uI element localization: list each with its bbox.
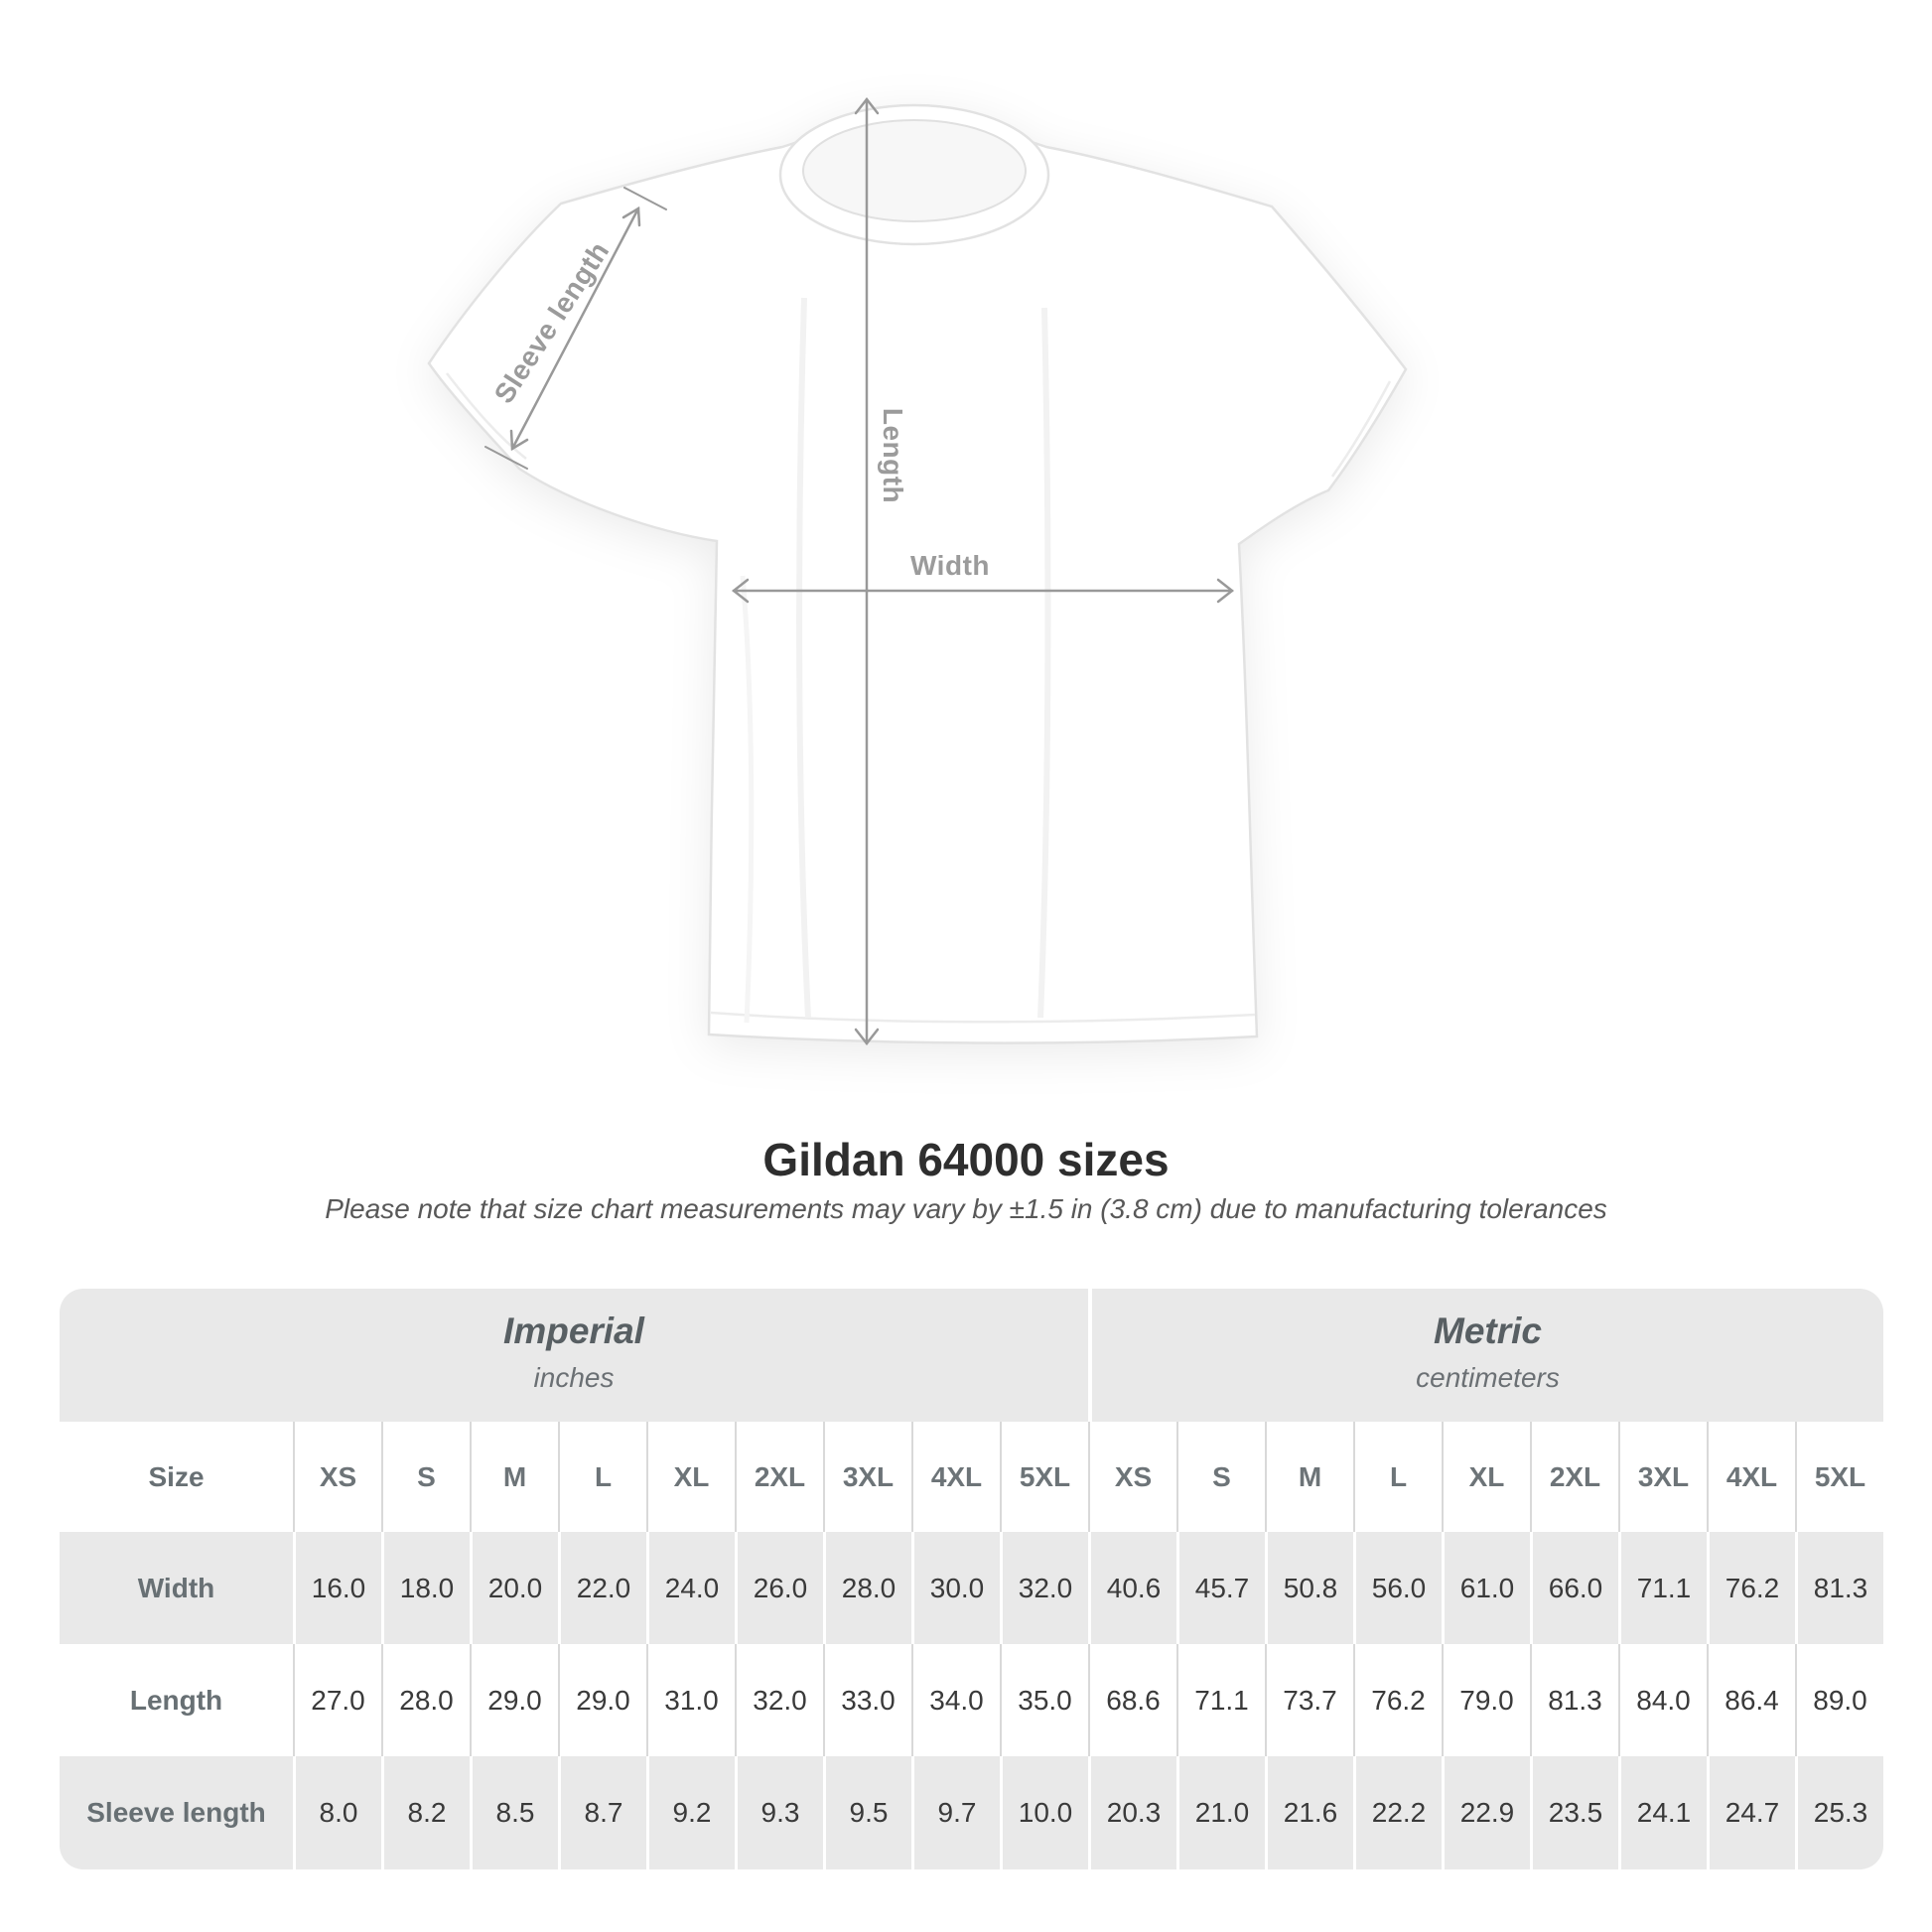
measurement-value-cell: 10.0 <box>1000 1756 1088 1869</box>
measurement-value-cell: 22.9 <box>1442 1756 1530 1869</box>
measurement-value-cell: 21.6 <box>1265 1756 1353 1869</box>
unit-sublabel: centimeters <box>1416 1362 1560 1393</box>
width-label: Width <box>910 550 990 581</box>
size-header-cell: S <box>1176 1422 1265 1532</box>
unit-name: Metric <box>1434 1311 1542 1351</box>
unit-group-header-metric <box>1088 1289 1883 1422</box>
size-header-cell: M <box>470 1422 558 1532</box>
measurement-row-label: Sleeve length <box>60 1756 293 1869</box>
measurement-value-cell: 28.0 <box>381 1644 470 1756</box>
measurement-value-cell: 16.0 <box>293 1532 381 1644</box>
measurement-value-cell: 26.0 <box>735 1532 823 1644</box>
size-header-cell: S <box>381 1422 470 1532</box>
measurement-row-label: Width <box>60 1532 293 1644</box>
measurement-value-cell: 20.0 <box>470 1532 558 1644</box>
collar-inner <box>803 120 1026 221</box>
measurement-value-cell: 86.4 <box>1707 1644 1795 1756</box>
measurement-value-cell: 32.0 <box>1000 1532 1088 1644</box>
measurement-value-cell: 73.7 <box>1265 1644 1353 1756</box>
measurement-value-cell: 29.0 <box>558 1644 646 1756</box>
measurement-value-cell: 18.0 <box>381 1532 470 1644</box>
measurement-value-cell: 24.1 <box>1618 1756 1707 1869</box>
measurement-value-cell: 8.5 <box>470 1756 558 1869</box>
measurement-value-cell: 34.0 <box>911 1644 1000 1756</box>
length-label: Length <box>878 407 908 504</box>
measurement-value-cell: 81.3 <box>1795 1532 1883 1644</box>
size-header-cell: 2XL <box>735 1422 823 1532</box>
size-header-cell: XL <box>646 1422 735 1532</box>
measurement-value-cell: 71.1 <box>1618 1532 1707 1644</box>
size-corner-header: Size <box>60 1422 293 1532</box>
page-title: Gildan 64000 sizes <box>762 1134 1170 1185</box>
measurement-value-cell: 29.0 <box>470 1644 558 1756</box>
measurement-value-cell: 66.0 <box>1530 1532 1618 1644</box>
measurement-value-cell: 9.7 <box>911 1756 1000 1869</box>
size-table <box>60 1289 1883 1869</box>
measurement-value-cell: 22.0 <box>558 1532 646 1644</box>
tolerance-note: Please note that size chart measurements may vary by ±1.5 in (3.8 cm) due to manufacturing tolerances <box>325 1193 1607 1224</box>
size-header-cell: XS <box>1088 1422 1176 1532</box>
size-header-cell: 5XL <box>1000 1422 1088 1532</box>
measurement-value-cell: 79.0 <box>1442 1644 1530 1756</box>
measurement-value-cell: 24.0 <box>646 1532 735 1644</box>
measurement-value-cell: 9.3 <box>735 1756 823 1869</box>
measurement-value-cell: 22.2 <box>1353 1756 1442 1869</box>
measurement-value-cell: 35.0 <box>1000 1644 1088 1756</box>
size-header-cell: L <box>558 1422 646 1532</box>
measurement-row-label: Length <box>60 1644 293 1756</box>
measurement-value-cell: 25.3 <box>1795 1756 1883 1869</box>
size-header-cell: 2XL <box>1530 1422 1618 1532</box>
size-header-cell: XS <box>293 1422 381 1532</box>
measurement-value-cell: 76.2 <box>1707 1532 1795 1644</box>
measurement-value-cell: 61.0 <box>1442 1532 1530 1644</box>
measurement-value-cell: 27.0 <box>293 1644 381 1756</box>
measurement-value-cell: 9.5 <box>823 1756 911 1869</box>
measurement-value-cell: 8.7 <box>558 1756 646 1869</box>
measurement-value-cell: 20.3 <box>1088 1756 1176 1869</box>
size-header-cell: 3XL <box>823 1422 911 1532</box>
measurement-value-cell: 56.0 <box>1353 1532 1442 1644</box>
unit-name: Imperial <box>503 1311 644 1351</box>
measurement-value-cell: 24.7 <box>1707 1756 1795 1869</box>
size-header-cell: 5XL <box>1795 1422 1883 1532</box>
measurement-value-cell: 40.6 <box>1088 1532 1176 1644</box>
size-header-cell: L <box>1353 1422 1442 1532</box>
measurement-value-cell: 9.2 <box>646 1756 735 1869</box>
measurement-value-cell: 21.0 <box>1176 1756 1265 1869</box>
measurement-value-cell: 8.0 <box>293 1756 381 1869</box>
measurement-value-cell: 71.1 <box>1176 1644 1265 1756</box>
unit-sublabel: inches <box>533 1362 615 1393</box>
size-header-cell: M <box>1265 1422 1353 1532</box>
measurement-value-cell: 76.2 <box>1353 1644 1442 1756</box>
size-header-cell: 3XL <box>1618 1422 1707 1532</box>
measurement-value-cell: 28.0 <box>823 1532 911 1644</box>
measurement-value-cell: 45.7 <box>1176 1532 1265 1644</box>
measurement-value-cell: 33.0 <box>823 1644 911 1756</box>
measurement-value-cell: 31.0 <box>646 1644 735 1756</box>
measurement-value-cell: 30.0 <box>911 1532 1000 1644</box>
measurement-value-cell: 8.2 <box>381 1756 470 1869</box>
measurement-value-cell: 84.0 <box>1618 1644 1707 1756</box>
measurement-value-cell: 50.8 <box>1265 1532 1353 1644</box>
measurement-value-cell: 68.6 <box>1088 1644 1176 1756</box>
measurement-value-cell: 32.0 <box>735 1644 823 1756</box>
size-header-cell: 4XL <box>1707 1422 1795 1532</box>
measurement-value-cell: 89.0 <box>1795 1644 1883 1756</box>
sleeve-length-label: Sleeve length <box>487 235 616 409</box>
unit-group-header-imperial <box>60 1289 1088 1422</box>
size-header-cell: 4XL <box>911 1422 1000 1532</box>
size-header-cell: XL <box>1442 1422 1530 1532</box>
measurement-value-cell: 81.3 <box>1530 1644 1618 1756</box>
measurement-value-cell: 23.5 <box>1530 1756 1618 1869</box>
